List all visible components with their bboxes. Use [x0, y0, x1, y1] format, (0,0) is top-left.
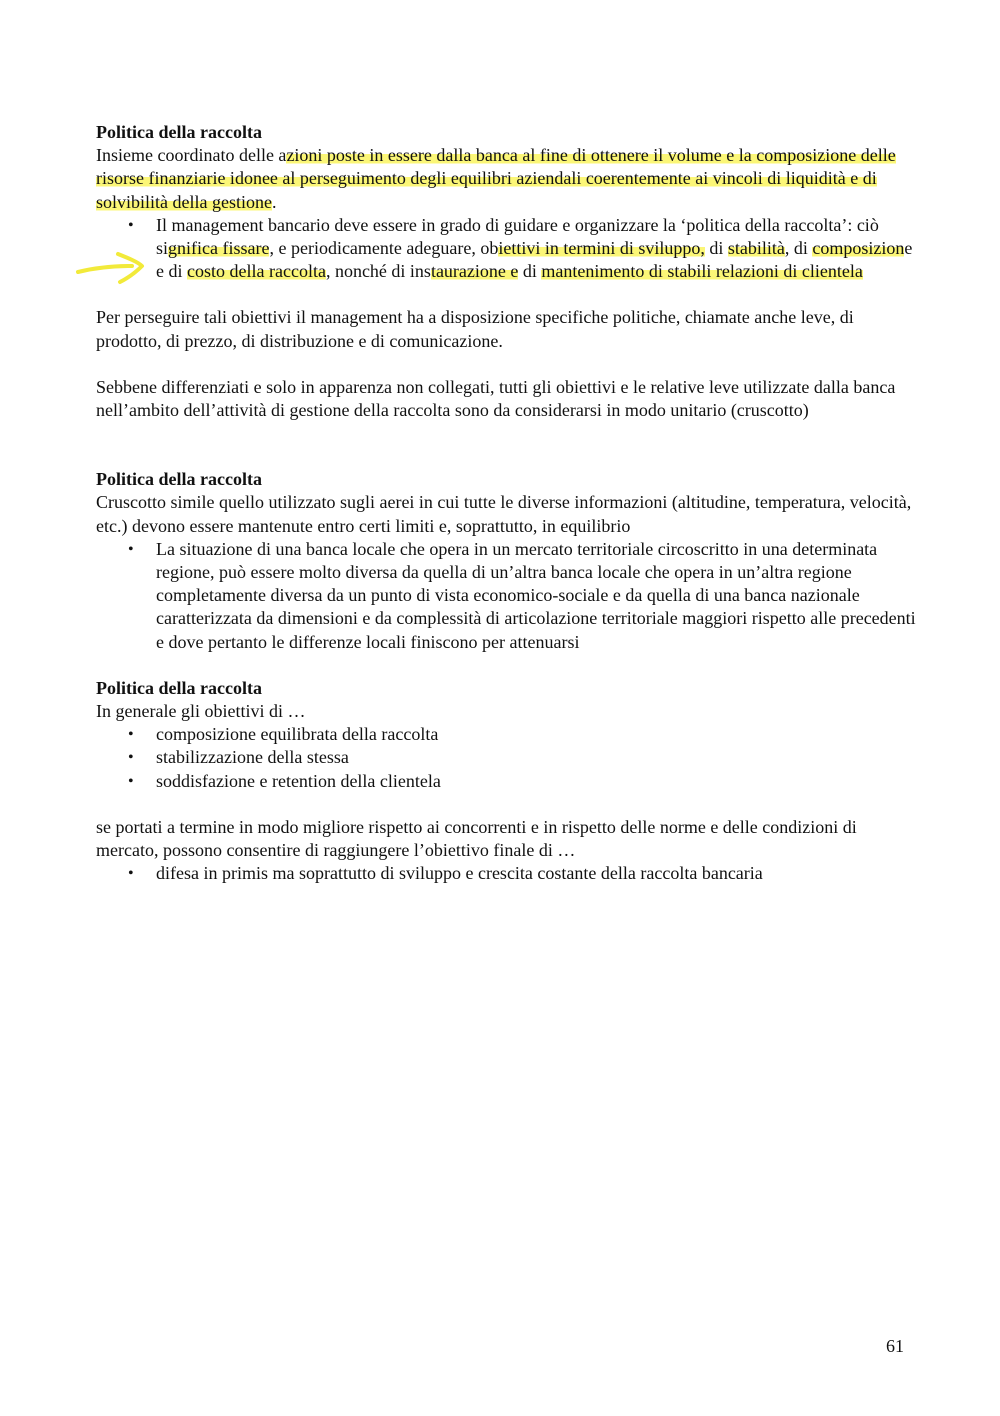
- page-number: 61: [886, 1336, 904, 1356]
- list-item: • soddisfazione e retention della clientela: [156, 770, 916, 793]
- bullet-text: , e periodicamente adeguare, ob: [269, 238, 499, 259]
- paragraph: Per perseguire tali obiettivi il management ha a disposizione specifiche politiche, chiamate anche leve, di prodotto, di prezzo, di distribuzione e di comunicazione.: [96, 307, 854, 351]
- paragraph: Sebbene differenziati e solo in apparenza non collegati, tutti gli obiettivi e le relative leve utilizzate dalla banca nell’ambito dell’attività di gestione della raccolta sono da considerarsi in modo unitario (cruscotto): [96, 376, 896, 421]
- highlighted-text: zioni poste in essere dalla banca al fine di ottenere il volume e la composizione delle risorse finanziarie idonee al perseguimento degli equilibri aziendali coerentemente ai vincoli di liquidità e di solvibilità della gestione: [96, 145, 896, 212]
- bullet-text: Il management bancario deve essere in grado di guidare e organizzare la ‘politica della raccolta’: ciò si: [156, 214, 879, 259]
- section-intro: [96, 144, 916, 214]
- list-item: • La situazione di una banca locale che opera in un mercato territoriale circoscritto in una determinata regione, può essere molto diversa da quella di un’altra banca locale che opera in un’altra regione completamente diversa da un punto di vista economico-sociale e da quella di una banca nazionale caratterizzata da dimensioni e da complessità di articolazione territoriale maggiori rispetto alle precedenti e dove pertanto le differenze locali finiscono per attenuarsi: [156, 538, 916, 654]
- highlighted-text: iettivi in termini di sviluppo,: [498, 238, 705, 259]
- highlighted-text: taurazione e: [430, 261, 519, 282]
- intro-text: Insieme coordinato delle a: [96, 145, 287, 166]
- section-heading: Politica della raccolta: [96, 122, 262, 142]
- list-item: • stabilizzazione della stessa: [156, 746, 916, 769]
- section-intro: In generale gli obiettivi di …: [96, 701, 306, 722]
- section-3: [96, 677, 916, 886]
- section-intro: Cruscotto simile quello utilizzato sugli aerei in cui tutte le diverse informazioni (altitudine, temperatura, velocità, etc.) devono essere mantenute entro certi limiti e, soprattutto, in equilibrio: [96, 492, 912, 536]
- bullet-list: [96, 214, 916, 284]
- highlighted-text: gnifica fissare: [168, 238, 270, 259]
- section-heading: Politica della raccolta: [96, 469, 262, 490]
- highlighted-text: costo della raccolta: [187, 261, 326, 282]
- bullet-text: , nonché di ins: [325, 261, 431, 282]
- section-2: [96, 468, 916, 654]
- list-item: • composizione equilibrata della raccolta: [156, 723, 916, 746]
- bullet-text: e e di: [156, 238, 913, 282]
- document-content: [96, 121, 916, 885]
- bullet-text: di: [518, 261, 542, 282]
- list-item: • difesa in primis ma soprattutto di sviluppo e crescita costante della raccolta bancaria: [156, 862, 916, 885]
- paragraph: se portati a termine in modo migliore rispetto ai concorrenti e in rispetto delle norme e delle condizioni di mercato, possono consentire di raggiungere l’obiettivo finale di …: [96, 816, 857, 861]
- bullet-list: [96, 538, 916, 654]
- bullet-list: [96, 862, 916, 885]
- bullet-text: di: [704, 238, 728, 259]
- list-item: [156, 214, 916, 284]
- bullet-text: , di: [784, 238, 813, 259]
- bullet-list: [96, 723, 916, 793]
- highlighted-text: composizion: [812, 238, 905, 259]
- highlighted-text: mantenimento di stabili relazioni di clientela: [541, 261, 863, 282]
- highlighted-text: stabilità: [727, 238, 785, 259]
- intro-text: .: [271, 191, 277, 212]
- section-heading: Politica della raccolta: [96, 677, 262, 698]
- section-1: [96, 121, 916, 422]
